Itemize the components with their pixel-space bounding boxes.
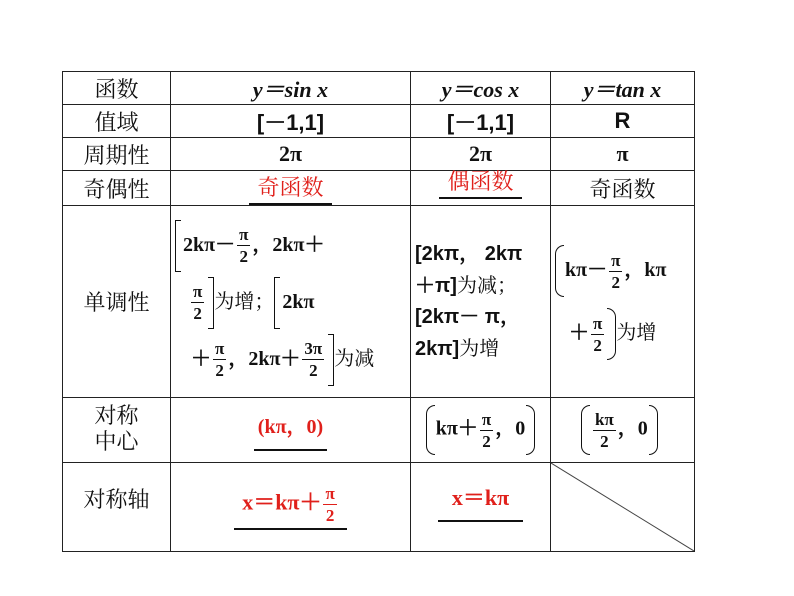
parity-label: 奇偶性 bbox=[63, 171, 171, 206]
header-cos: y＝cos x bbox=[411, 72, 551, 105]
axis-label: 对称轴 bbox=[63, 463, 171, 552]
header-row bbox=[63, 72, 695, 105]
period-cos: 2π bbox=[411, 138, 551, 171]
monotonic-row bbox=[63, 206, 695, 398]
parity-cos: 偶函数 bbox=[439, 165, 521, 199]
monotonic-label: 单调性 bbox=[63, 206, 171, 398]
axis-tan-empty bbox=[551, 463, 695, 552]
center-tan: $\frac{k\pi}{2}$ ，0 bbox=[551, 398, 695, 463]
range-label: 值域 bbox=[63, 105, 171, 138]
axis-sin: x＝kπ＋ $\frac{\pi}{2}$ bbox=[234, 485, 347, 530]
monotonic-cos: [2kπ， 2kπ ＋π]为减； [2kπ－ π， 2kπ]为增 bbox=[411, 206, 551, 398]
period-tan: π bbox=[551, 138, 695, 171]
parity-sin: 奇函数 bbox=[249, 171, 331, 205]
range-tan: R bbox=[551, 105, 695, 138]
center-cos: kπ＋ $\frac{\pi}{2}$ ，0 bbox=[411, 398, 551, 463]
axis-row bbox=[63, 463, 695, 552]
parity-tan: 奇函数 bbox=[551, 171, 695, 206]
monotonic-tan: kπ－ $\frac{\pi}{2}$ ，kπ ＋ $\frac{\pi}{2}$ 为增 bbox=[551, 206, 695, 398]
center-label: 对称 中心 bbox=[63, 398, 171, 463]
range-cos: [－1,1] bbox=[411, 105, 551, 138]
center-sin: (kπ，0) bbox=[254, 410, 327, 451]
diagonal-line bbox=[551, 463, 694, 551]
period-label: 周期性 bbox=[63, 138, 171, 171]
range-row bbox=[63, 105, 695, 138]
range-sin: [－1,1] bbox=[171, 105, 411, 138]
header-sin: y＝sin x bbox=[171, 72, 411, 105]
parity-row bbox=[63, 171, 695, 206]
monotonic-sin: 2kπ－ $\frac{\pi}{2}$ ，2kπ＋ $\frac{\pi}{2}$ 为增； 2kπ ＋ $\frac{\pi}{2}$ ，2kπ＋ $\frac{3\pi}{2}$ 为减 bbox=[171, 206, 411, 398]
center-row bbox=[63, 398, 695, 463]
header-tan: y＝tan x bbox=[551, 72, 695, 105]
axis-cos: x＝kπ bbox=[438, 481, 523, 522]
header-label: 函数 bbox=[63, 72, 171, 105]
period-row bbox=[63, 138, 695, 171]
period-sin: 2π bbox=[171, 138, 411, 171]
trig-properties-table bbox=[62, 71, 695, 552]
